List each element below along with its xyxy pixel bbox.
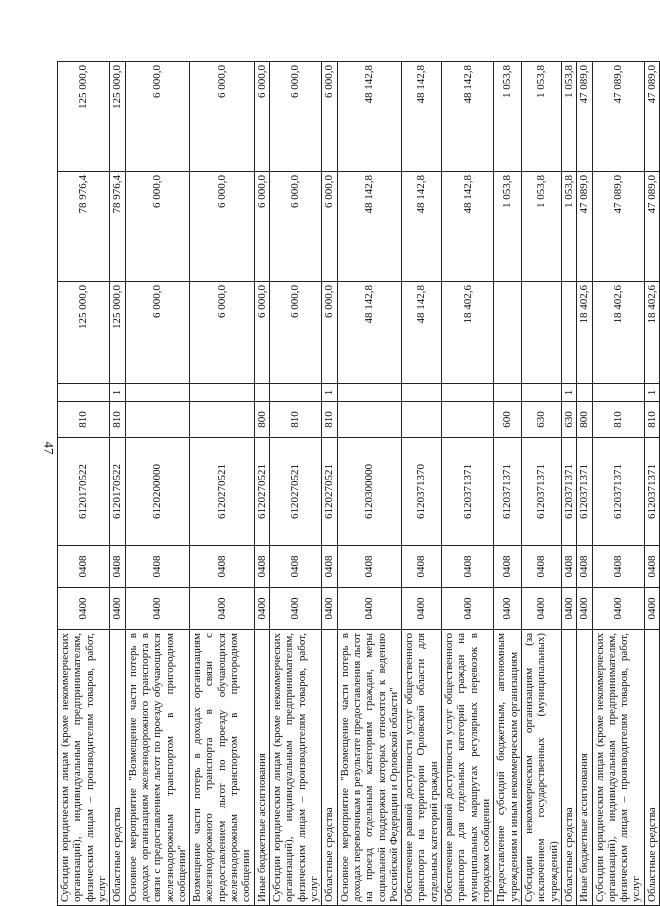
page-number: 47	[41, 441, 57, 455]
row-expense-type: 800	[254, 402, 269, 438]
row-name: Субсидии юридическим лицам (кроме некоммерческих организаций), индивидуальным предпринимателям, физическим лицам – производителям товаров, работ, услуг	[592, 630, 644, 906]
rotated-table-container	[57, 62, 658, 906]
row-subsection-code: 0408	[402, 546, 442, 588]
row-name: Областные средства	[561, 630, 576, 906]
row-expense-type: 630	[521, 402, 561, 438]
row-subsection-code: 0408	[521, 546, 561, 588]
row-expense-type: 810	[270, 402, 322, 438]
row-target-article: 6120270521	[322, 438, 337, 546]
row-sum-3: 48 142,8	[337, 62, 402, 172]
row-expense-type: 630	[561, 402, 576, 438]
budget-table-body	[58, 62, 660, 906]
row-subsection-code: 0408	[270, 546, 322, 588]
row-sum-3: 1 053,8	[561, 62, 576, 172]
row-name: Обеспечение равной доступности услуг общественного транспорта для отдельных категорий граждан на муниципальных маршрутах регулярных перевозок в городском сообщении	[442, 630, 494, 906]
table-row	[402, 62, 442, 906]
row-sum-1: 6 000,0	[254, 282, 269, 384]
row-source-mark	[592, 384, 644, 402]
row-section-code: 0400	[521, 588, 561, 630]
row-expense-type: 810	[58, 402, 110, 438]
row-source-mark	[521, 384, 561, 402]
row-subsection-code: 0408	[494, 546, 522, 588]
row-sum-3: 48 142,8	[402, 62, 442, 172]
row-source-mark	[190, 384, 255, 402]
row-section-code: 0400	[337, 588, 402, 630]
table-row	[254, 62, 269, 906]
row-subsection-code: 0408	[190, 546, 255, 588]
row-sum-2: 47 089,0	[592, 172, 644, 282]
row-target-article: 6120200000	[125, 438, 190, 546]
row-name: Возмещение части потерь в доходах организациям железнодорожного транспорта в связи с предоставлением льгот по проезду обучающихся железнодорожным транспортом в пригородном сообщении	[190, 630, 255, 906]
row-expense-type	[402, 402, 442, 438]
row-sum-3: 6 000,0	[254, 62, 269, 172]
table-row	[644, 62, 659, 906]
row-target-article: 6120300000	[337, 438, 402, 546]
row-target-article: 6120371371	[521, 438, 561, 546]
row-sum-1: 6 000,0	[190, 282, 255, 384]
table-row	[58, 62, 110, 906]
row-sum-1: 6 000,0	[125, 282, 190, 384]
table-row	[561, 62, 576, 906]
table-row	[577, 62, 592, 906]
row-target-article: 6120371371	[592, 438, 644, 546]
row-expense-type: 600	[494, 402, 522, 438]
table-row	[337, 62, 402, 906]
row-name: Субсидии юридическим лицам (кроме некоммерческих организаций), индивидуальным предпринимателям, физическим лицам – производителям товаров, работ, услуг	[58, 630, 110, 906]
row-expense-type: 810	[644, 402, 659, 438]
row-section-code: 0400	[561, 588, 576, 630]
row-subsection-code: 0408	[644, 546, 659, 588]
row-subsection-code: 0408	[254, 546, 269, 588]
row-source-mark	[402, 384, 442, 402]
row-sum-1	[561, 282, 576, 384]
row-subsection-code: 0408	[337, 546, 402, 588]
table-row	[125, 62, 190, 906]
row-target-article: 6120371371	[644, 438, 659, 546]
row-sum-1: 6 000,0	[322, 282, 337, 384]
row-source-mark: 1	[322, 384, 337, 402]
row-sum-3: 1 053,8	[494, 62, 522, 172]
row-target-article: 6120270521	[254, 438, 269, 546]
row-subsection-code: 0408	[58, 546, 110, 588]
row-section-code: 0400	[270, 588, 322, 630]
budget-table	[57, 61, 660, 906]
row-sum-2: 6 000,0	[190, 172, 255, 282]
table-row	[442, 62, 494, 906]
row-sum-1: 125 000,0	[110, 282, 125, 384]
row-sum-1: 48 142,8	[337, 282, 402, 384]
row-name: Субсидии некоммерческим организациям (за исключением государственных (муниципальных) учреждений)	[521, 630, 561, 906]
row-name: Основное мероприятие "Возмещение части потерь в доходах организациям железнодорожного транспорта в связи с предоставлением льгот по проезду обучающихся железнодорожным транспортом в пригородном сообщении"	[125, 630, 190, 906]
row-source-mark: 1	[644, 384, 659, 402]
row-sum-3: 6 000,0	[190, 62, 255, 172]
row-name: Предоставление субсидий бюджетным, автономным учреждениям и иным некоммерческим организациям	[494, 630, 522, 906]
row-name: Обеспечение равной доступности услуг общественного транспорта на территории Орловской области для отдельных категорий граждан	[402, 630, 442, 906]
row-subsection-code: 0408	[592, 546, 644, 588]
row-sum-1: 18 402,6	[442, 282, 494, 384]
row-sum-3: 47 089,0	[577, 62, 592, 172]
row-sum-3: 6 000,0	[125, 62, 190, 172]
row-source-mark	[270, 384, 322, 402]
row-sum-2: 48 142,8	[442, 172, 494, 282]
row-sum-3: 1 053,8	[521, 62, 561, 172]
row-expense-type	[190, 402, 255, 438]
row-section-code: 0400	[644, 588, 659, 630]
row-target-article: 6120371371	[494, 438, 522, 546]
row-name: Областные средства	[644, 630, 659, 906]
row-section-code: 0400	[58, 588, 110, 630]
row-sum-1	[494, 282, 522, 384]
table-row	[110, 62, 125, 906]
row-sum-1: 18 402,6	[577, 282, 592, 384]
row-sum-3: 48 142,8	[442, 62, 494, 172]
row-name: Основное мероприятие "Возмещение части потерь в доходах перевозчикам в результате предоставления льгот на проезд отдельным категориям граждан, меры социальной поддержки которых относятся к ведению Российской Федерации и Орловской области"	[337, 630, 402, 906]
row-sum-2: 1 053,8	[494, 172, 522, 282]
row-name: Областные средства	[322, 630, 337, 906]
row-subsection-code: 0408	[442, 546, 494, 588]
row-target-article: 6120270521	[270, 438, 322, 546]
row-target-article: 6120371371	[577, 438, 592, 546]
row-sum-1: 6 000,0	[270, 282, 322, 384]
row-section-code: 0400	[592, 588, 644, 630]
row-target-article: 6120270521	[190, 438, 255, 546]
row-sum-3: 47 089,0	[592, 62, 644, 172]
row-expense-type: 810	[592, 402, 644, 438]
row-source-mark	[442, 384, 494, 402]
table-row	[190, 62, 255, 906]
row-subsection-code: 0408	[110, 546, 125, 588]
row-source-mark: 1	[561, 384, 576, 402]
row-source-mark	[337, 384, 402, 402]
row-sum-1: 48 142,8	[402, 282, 442, 384]
row-subsection-code: 0408	[561, 546, 576, 588]
row-expense-type: 810	[322, 402, 337, 438]
row-section-code: 0400	[442, 588, 494, 630]
row-sum-1: 18 402,6	[592, 282, 644, 384]
row-section-code: 0400	[190, 588, 255, 630]
row-sum-1: 18 402,6	[644, 282, 659, 384]
row-sum-2: 48 142,8	[337, 172, 402, 282]
row-sum-3: 125 000,0	[110, 62, 125, 172]
row-sum-2: 1 053,8	[521, 172, 561, 282]
row-source-mark	[58, 384, 110, 402]
row-section-code: 0400	[494, 588, 522, 630]
row-sum-2: 78 976,4	[110, 172, 125, 282]
table-row	[494, 62, 522, 906]
row-name: Субсидии юридическим лицам (кроме некоммерческих организаций), индивидуальным предпринимателям, физическим лицам – производителям товаров, работ, услуг	[270, 630, 322, 906]
row-subsection-code: 0408	[577, 546, 592, 588]
row-sum-1	[521, 282, 561, 384]
row-expense-type: 800	[577, 402, 592, 438]
row-subsection-code: 0408	[322, 546, 337, 588]
row-sum-2: 6 000,0	[125, 172, 190, 282]
row-target-article: 6120371371	[442, 438, 494, 546]
row-name: Иные бюджетные ассигнования	[254, 630, 269, 906]
row-source-mark	[254, 384, 269, 402]
row-target-article: 6120170522	[58, 438, 110, 546]
row-target-article: 6120371370	[402, 438, 442, 546]
row-expense-type	[337, 402, 402, 438]
row-name: Иные бюджетные ассигнования	[577, 630, 592, 906]
row-target-article: 6120170522	[110, 438, 125, 546]
row-sum-3: 125 000,0	[58, 62, 110, 172]
table-row	[322, 62, 337, 906]
table-row	[521, 62, 561, 906]
row-source-mark	[125, 384, 190, 402]
row-subsection-code: 0408	[125, 546, 190, 588]
row-section-code: 0400	[110, 588, 125, 630]
row-section-code: 0400	[322, 588, 337, 630]
row-section-code: 0400	[125, 588, 190, 630]
row-section-code: 0400	[577, 588, 592, 630]
table-row	[592, 62, 644, 906]
row-sum-2: 6 000,0	[254, 172, 269, 282]
row-target-article: 6120371371	[561, 438, 576, 546]
row-section-code: 0400	[402, 588, 442, 630]
row-sum-3: 6 000,0	[270, 62, 322, 172]
row-expense-type	[442, 402, 494, 438]
row-expense-type: 810	[110, 402, 125, 438]
row-source-mark	[577, 384, 592, 402]
row-sum-2: 6 000,0	[322, 172, 337, 282]
row-sum-2: 1 053,8	[561, 172, 576, 282]
row-section-code: 0400	[254, 588, 269, 630]
row-source-mark: 1	[110, 384, 125, 402]
row-sum-1: 125 000,0	[58, 282, 110, 384]
row-sum-2: 78 976,4	[58, 172, 110, 282]
row-source-mark	[494, 384, 522, 402]
row-sum-2: 47 089,0	[644, 172, 659, 282]
row-sum-2: 47 089,0	[577, 172, 592, 282]
row-sum-3: 6 000,0	[322, 62, 337, 172]
row-sum-2: 6 000,0	[270, 172, 322, 282]
row-expense-type	[125, 402, 190, 438]
row-name: Областные средства	[110, 630, 125, 906]
row-sum-3: 47 089,0	[644, 62, 659, 172]
table-row	[270, 62, 322, 906]
row-sum-2: 48 142,8	[402, 172, 442, 282]
